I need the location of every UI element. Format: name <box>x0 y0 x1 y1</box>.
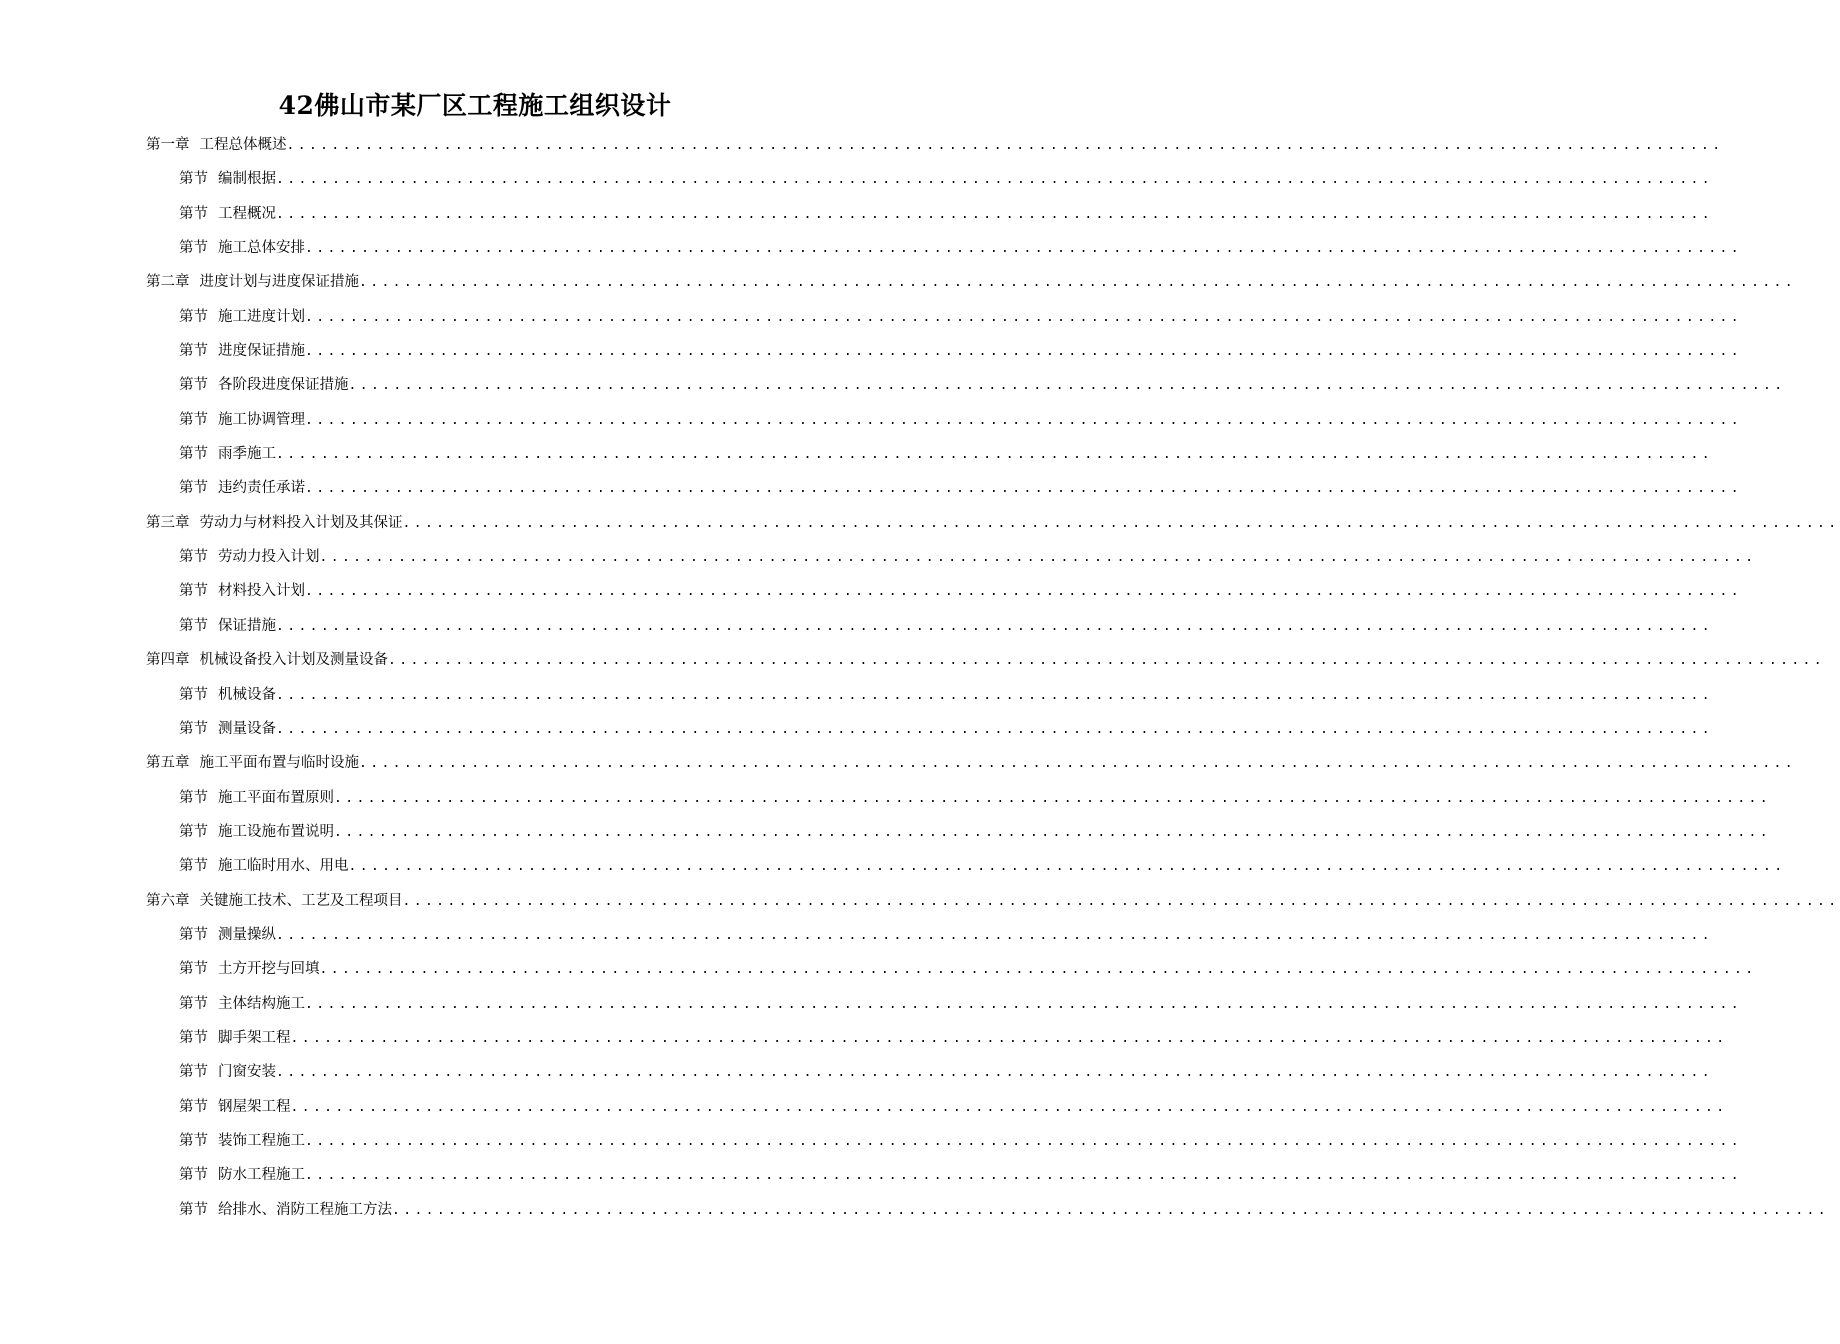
toc-entry-label: 第节 <box>179 720 208 737</box>
toc-chapter-entry[interactable] <box>146 506 1840 540</box>
toc-section-entry[interactable] <box>146 609 1714 643</box>
toc-entry-label: 第节 <box>179 549 208 566</box>
toc-dot-leader: ................................................................................................................................ <box>319 550 1757 566</box>
toc-section-entry[interactable] <box>146 162 1714 196</box>
toc-dot-leader: ................................................................................................................................ <box>286 138 1724 153</box>
toc-entry-title: 施工临时用水、用电 <box>218 858 349 875</box>
toc-entry-title: 各阶段进度保证措施 <box>218 377 349 394</box>
toc-dot-leader: ................................................................................................................................ <box>290 1099 1728 1115</box>
toc-entry-label: 第节 <box>179 1064 208 1081</box>
toc-entry-title: 劳动力投入计划 <box>218 549 320 566</box>
toc-entry-label: 第节 <box>179 1098 208 1115</box>
toc-entry-label: 第节 <box>179 1132 208 1149</box>
toc-section-entry[interactable] <box>146 231 1743 265</box>
toc-entry-label: 第二章 <box>146 274 190 291</box>
toc-entry-title: 测量设备 <box>218 720 276 737</box>
toc-entry-label: 第节 <box>179 205 208 222</box>
toc-dot-leader: ................................................................................................................................ <box>388 653 1826 669</box>
toc-entry-title: 施工平面布置与临时设施 <box>199 755 359 772</box>
toc-entry-title: 工程概况 <box>218 205 276 222</box>
toc-entry-title: 施工总体安排 <box>218 240 305 257</box>
toc-entry-label: 第节 <box>179 583 208 600</box>
toc-entry-label: 第节 <box>179 1201 208 1218</box>
toc-chapter-entry[interactable] <box>146 643 1826 677</box>
toc-entry-title: 土方开挖与回填 <box>218 961 320 978</box>
toc-dot-leader: ................................................................................................................................ <box>305 996 1743 1012</box>
toc-dot-leader: ................................................................................................................................ <box>348 378 1786 394</box>
toc-section-entry[interactable] <box>146 712 1714 746</box>
toc-chapter-entry[interactable] <box>146 128 1724 162</box>
toc-dot-leader: ................................................................................................................................ <box>359 756 1797 772</box>
toc-entry-label: 第节 <box>179 480 208 497</box>
toc-entry-label: 第节 <box>179 995 208 1012</box>
toc-entry-label: 第节 <box>179 377 208 394</box>
document-title: 42佛山市某厂区工程施工组织设计 <box>278 91 672 120</box>
toc-section-entry[interactable] <box>146 574 1743 608</box>
toc-entry-label: 第节 <box>179 961 208 978</box>
toc-section-entry[interactable] <box>146 540 1757 574</box>
toc-entry-title: 施工协调管理 <box>218 411 305 428</box>
toc-section-entry[interactable] <box>146 849 1786 883</box>
toc-entry-label: 第节 <box>179 343 208 360</box>
toc-dot-leader: ................................................................................................................................ <box>276 687 1714 703</box>
toc-section-entry[interactable] <box>146 300 1743 334</box>
toc-dot-leader: ................................................................................................................................ <box>290 1030 1728 1046</box>
toc-section-entry[interactable] <box>146 197 1714 231</box>
toc-section-entry[interactable] <box>146 334 1743 368</box>
toc-entry-title: 防水工程施工 <box>218 1167 305 1184</box>
toc-entry-label: 第节 <box>179 926 208 943</box>
toc-dot-leader: ................................................................................................................................ <box>348 859 1786 875</box>
toc-entry-title: 关键施工技术、工艺及工程项目 <box>199 892 403 909</box>
toc-dot-leader: ................................................................................................................................ <box>305 1133 1743 1149</box>
toc-section-entry[interactable] <box>146 678 1714 712</box>
toc-entry-title: 施工设施布置说明 <box>218 823 334 840</box>
toc-entry-label: 第节 <box>179 446 208 463</box>
toc-section-entry[interactable] <box>146 952 1757 986</box>
toc-dot-leader: ................................................................................................................................ <box>334 824 1772 840</box>
toc-dot-leader: ................................................................................................................................ <box>392 1202 1830 1218</box>
toc-section-entry[interactable] <box>146 1090 1728 1124</box>
toc-entry-title: 主体结构施工 <box>218 995 305 1012</box>
toc-entry-label: 第节 <box>179 789 208 806</box>
toc-chapter-entry[interactable] <box>146 265 1797 299</box>
toc-section-entry[interactable] <box>146 403 1743 437</box>
toc-entry-label: 第六章 <box>146 892 190 909</box>
toc-entry-title: 材料投入计划 <box>218 583 305 600</box>
toc-entry-title: 劳动力与材料投入计划及其保证 <box>199 514 403 531</box>
toc-entry-title: 给排水、消防工程施工方法 <box>218 1201 392 1218</box>
toc-dot-leader: ................................................................................................................................ <box>305 412 1743 428</box>
toc-entry-title: 机械设备 <box>218 686 276 703</box>
toc-entry-title: 进度计划与进度保证措施 <box>199 274 359 291</box>
toc-dot-leader: ................................................................................................................................ <box>305 584 1743 600</box>
toc-entry-title: 机械设备投入计划及测量设备 <box>199 652 388 669</box>
toc-entry-label: 第一章 <box>146 137 190 153</box>
toc-dot-leader: ................................................................................................................................ <box>359 275 1797 291</box>
toc-dot-leader: ................................................................................................................................ <box>276 206 1714 222</box>
toc-entry-title: 工程总体概述 <box>199 137 287 153</box>
toc-entry-title: 钢屋架工程 <box>218 1098 291 1115</box>
toc-entry-title: 雨季施工 <box>218 446 276 463</box>
toc-section-entry[interactable] <box>146 987 1743 1021</box>
toc-entry-label: 第节 <box>179 823 208 840</box>
toc-dot-leader: ................................................................................................................................ <box>319 962 1757 978</box>
toc-dot-leader: ................................................................................................................................ <box>305 344 1743 360</box>
toc-dot-leader: ................................................................................................................................ <box>276 1065 1714 1081</box>
toc-entry-label: 第四章 <box>146 652 190 669</box>
toc-section-entry[interactable] <box>146 1158 1743 1192</box>
toc-entry-title: 装饰工程施工 <box>218 1132 305 1149</box>
toc-section-entry[interactable] <box>146 1124 1743 1158</box>
toc-entry-title: 门窗安装 <box>218 1064 276 1081</box>
toc-entry-title: 施工平面布置原则 <box>218 789 334 806</box>
toc-entry-label: 第节 <box>179 617 208 634</box>
toc-entry-label: 第节 <box>179 171 208 188</box>
toc-dot-leader: ................................................................................................................................ <box>402 515 1840 531</box>
toc-entry-title: 施工进度计划 <box>218 308 305 325</box>
toc-section-entry[interactable] <box>146 368 1786 402</box>
toc-chapter-entry[interactable] <box>146 746 1797 780</box>
toc-entry-label: 第节 <box>179 686 208 703</box>
toc-dot-leader: ................................................................................................................................ <box>402 893 1840 909</box>
toc-dot-leader: ................................................................................................................................ <box>305 309 1743 325</box>
toc-dot-leader: ................................................................................................................................ <box>276 618 1714 634</box>
toc-dot-leader: ................................................................................................................................ <box>276 447 1714 463</box>
toc-section-entry[interactable] <box>146 1021 1728 1055</box>
toc-dot-leader: ................................................................................................................................ <box>276 172 1714 188</box>
toc-dot-leader: ................................................................................................................................ <box>305 481 1743 497</box>
toc-entry-title: 违约责任承诺 <box>218 480 305 497</box>
toc-entry-title: 脚手架工程 <box>218 1029 291 1046</box>
toc-dot-leader: ................................................................................................................................ <box>276 927 1714 943</box>
toc-section-entry[interactable] <box>146 437 1714 471</box>
toc-dot-leader: ................................................................................................................................ <box>334 790 1772 806</box>
toc-entry-label: 第三章 <box>146 514 190 531</box>
toc-entry-label: 第节 <box>179 411 208 428</box>
toc-dot-leader: ................................................................................................................................ <box>305 1168 1743 1184</box>
toc-section-entry[interactable] <box>146 1055 1714 1089</box>
toc-entry-label: 第节 <box>179 240 208 257</box>
toc-entry-title: 进度保证措施 <box>218 343 305 360</box>
toc-section-entry[interactable] <box>146 1193 1830 1227</box>
toc-entry-label: 第节 <box>179 1167 208 1184</box>
toc-entry-title: 保证措施 <box>218 617 276 634</box>
toc-section-entry[interactable] <box>146 471 1743 505</box>
toc-section-entry[interactable] <box>146 918 1714 952</box>
toc-entry-title: 编制根据 <box>218 171 276 188</box>
toc-entry-title: 测量操纵 <box>218 926 276 943</box>
toc-dot-leader: ................................................................................................................................ <box>276 721 1714 737</box>
toc-entry-label: 第节 <box>179 858 208 875</box>
toc-section-entry[interactable] <box>146 781 1772 815</box>
toc-entry-label: 第五章 <box>146 755 190 772</box>
toc-entry-label: 第节 <box>179 1029 208 1046</box>
toc-entry-label: 第节 <box>179 308 208 325</box>
toc-chapter-entry[interactable] <box>146 884 1840 918</box>
toc-section-entry[interactable] <box>146 815 1772 849</box>
toc-dot-leader: ................................................................................................................................ <box>305 241 1743 257</box>
table-of-contents <box>146 128 1840 1227</box>
